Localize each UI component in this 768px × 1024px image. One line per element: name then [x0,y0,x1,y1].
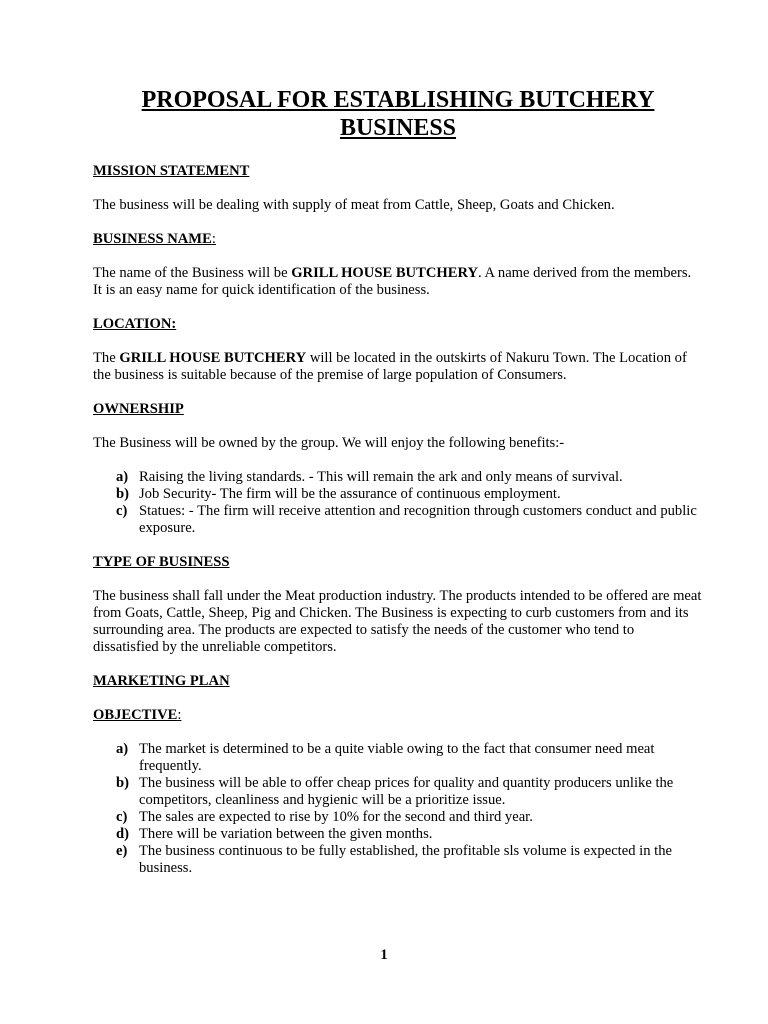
page-number: 1 [380,947,388,963]
business-name-bold: GRILL HOUSE BUTCHERY [291,265,479,281]
marketing-plan-heading: MARKETING PLAN [93,673,230,689]
list-marker: b) [116,486,129,502]
list-marker: c) [116,809,128,825]
objective-heading-colon: : [177,707,182,723]
list-marker: c) [116,503,128,519]
list-item [93,826,703,843]
ownership-heading: OWNERSHIP [93,401,184,417]
business-name-text-before: The name of the Business will be [93,265,292,281]
business-name-text [93,265,703,299]
list-item-text: The market is determined to be a quite viable owing to the fact that consumer need meat frequently. [139,741,655,774]
list-marker: a) [116,741,129,757]
list-marker: e) [116,843,128,859]
list-item-text: The business will be able to offer cheap prices for quality and quantity producers unlike the competitors, cleanliness and hygienic will be a prioritize issue. [139,775,674,808]
location-text-after: will be located in the outskirts of Nakuru Town. The Location of the business is suitable because of the premise of large population of Consumers. [93,350,687,383]
location-text [93,350,703,384]
business-name-heading-label: BUSINESS NAME [93,231,212,247]
business-name-heading [93,231,703,248]
list-item [93,503,703,537]
ownership-benefits-list [93,469,703,537]
business-name-heading-colon: : [211,231,216,247]
location-business-name: GRILL HOUSE BUTCHERY [119,350,307,366]
list-marker: b) [116,775,129,791]
list-item [93,486,703,503]
list-item-text: Statues: - The firm will receive attention and recognition through customers conduct and public exposure. [139,503,697,536]
list-marker: d) [116,826,129,842]
document-title: PROPOSAL FOR ESTABLISHING BUTCHERY BUSINESS [141,87,655,141]
objective-heading [93,707,703,724]
list-item [93,809,703,826]
list-item-text: Raising the living standards. - This will remain the ark and only means of survival. [139,469,623,485]
list-item [93,469,703,486]
list-item [93,775,703,809]
list-marker: a) [116,469,129,485]
mission-heading: MISSION STATEMENT [93,163,250,179]
mission-text: The business will be dealing with supply of meat from Cattle, Sheep, Goats and Chicken. [93,197,615,213]
list-item [93,741,703,775]
list-item-text: Job Security- The firm will be the assurance of continuous employment. [139,486,561,502]
business-name-text-after: . A name derived from the members. It is an easy name for quick identification of the business. [93,265,692,298]
location-heading: LOCATION: [93,316,177,332]
ownership-intro: The Business will be owned by the group. We will enjoy the following benefits:- [93,435,565,451]
objective-list [93,741,703,877]
list-item [93,843,703,877]
list-item-text: There will be variation between the given months. [139,826,433,842]
objective-heading-label: OBJECTIVE [93,707,178,723]
document-page [93,86,703,894]
list-item-text: The sales are expected to rise by 10% for the second and third year. [139,809,533,825]
location-text-before: The [93,350,120,366]
list-item-text: The business continuous to be fully established, the profitable sls volume is expected in the business. [139,843,672,876]
type-of-business-heading: TYPE OF BUSINESS [93,554,230,570]
type-of-business-text: The business shall fall under the Meat production industry. The products intended to be offered are meat from Goats, Cattle, Sheep, Pig and Chicken. The Business is expecting to curb customers from and its surrounding area. The products are expected to satisfy the needs of the customer who tend to dissatisfied by the unreliable competitors. [93,588,702,655]
